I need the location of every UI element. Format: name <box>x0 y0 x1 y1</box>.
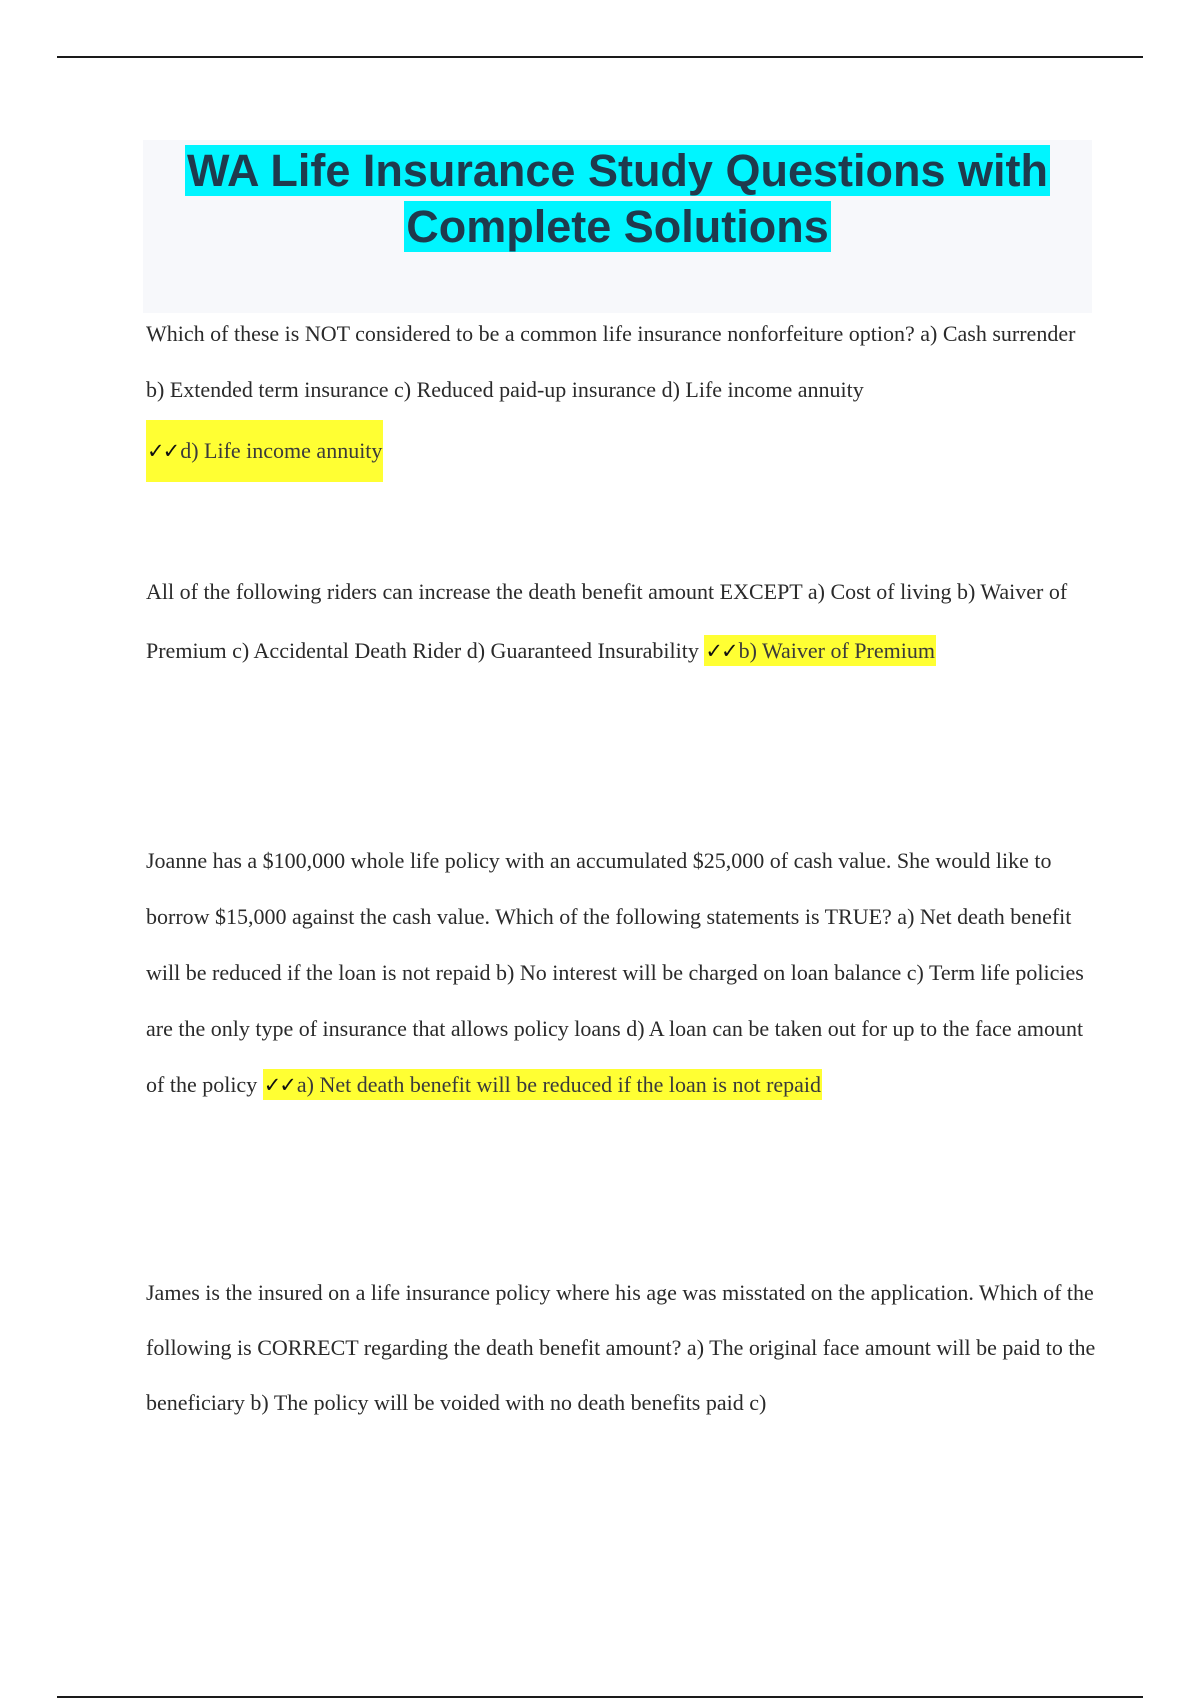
question-4-text: James is the insured on a life insurance policy where his age was misstated on the application. Which of the following is CORRECT regarding the death benefit amount? a) The original face amount will be paid to the beneficiary b) The policy will be voided with no death benefits paid c) <box>146 1280 1096 1415</box>
question-3-text: Joanne has a $100,000 whole life policy with an accumulated $25,000 of cash value. She would like to borrow $15,000 against the cash value. Which of the following statements is TRUE? a) Net death benefit will be reduced if the loan is not repaid b) No interest will be charged on loan balance c) Term life policies are the only type of insurance that allows policy loans d) A loan can be taken out for up to the face amount of the policy <box>146 848 1084 1097</box>
title-line-1: WA Life Insurance Study Questions with <box>187 145 1048 196</box>
answer-2-text: b) Waiver of Premium <box>738 638 935 663</box>
header-rule <box>57 56 1143 58</box>
footer-rule <box>57 1696 1143 1698</box>
question-1 <box>146 306 1096 482</box>
title-line-2: Complete Solutions <box>406 201 829 252</box>
document-title <box>143 143 1092 255</box>
answer-1 <box>146 420 383 482</box>
double-check-icon: ✓✓ <box>263 1073 295 1097</box>
answer-2 <box>704 635 936 666</box>
double-check-icon: ✓✓ <box>705 639 737 663</box>
question-3 <box>146 833 1096 1113</box>
double-check-icon: ✓✓ <box>147 439 179 463</box>
answer-1-text: d) Life income annuity <box>180 438 383 463</box>
answer-3 <box>263 1069 822 1100</box>
question-1-text: Which of these is NOT considered to be a common life insurance nonforfeiture option? a) Cash surrender b) Extended term insurance c) Reduced paid-up insurance d) Life income annuity <box>146 321 1076 402</box>
question-4 <box>146 1265 1096 1430</box>
question-2 <box>146 562 1096 681</box>
answer-3-text: a) Net death benefit will be reduced if the loan is not repaid <box>296 1072 822 1097</box>
question-2-text: All of the following riders can increase the death benefit amount EXCEPT a) Cost of living b) Waiver of Premium c) Accidental Death Rider d) Guaranteed Insurability <box>146 579 1068 663</box>
